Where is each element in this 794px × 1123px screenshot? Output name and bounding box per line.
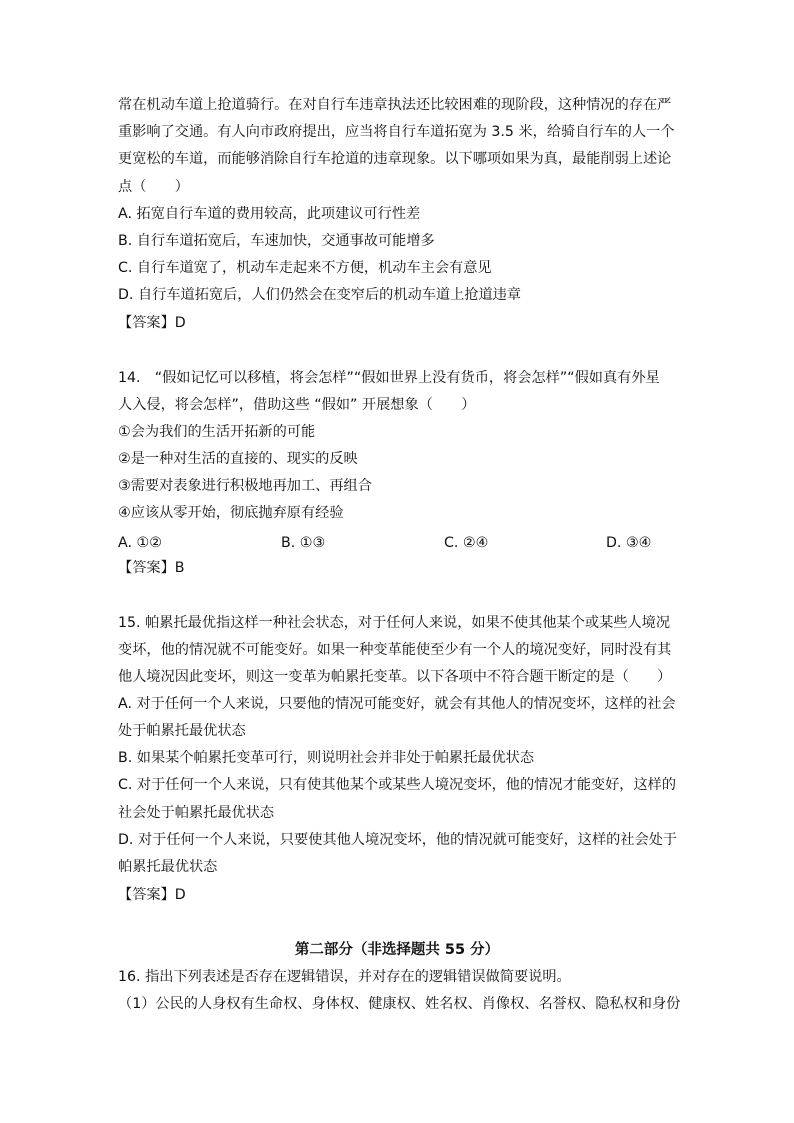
q16-line-2: （1）公民的人身权有生命权、身体权、健康权、姓名权、肖像权、名誉权、隐私权和身份 xyxy=(118,996,681,1012)
q14-item-2: ②是一种对生活的直接的、现实的反映 xyxy=(118,451,358,467)
q13-option-c: C. 自行车道宽了，机动车走起来不方便，机动车主会有意见 xyxy=(118,260,492,276)
q13-line-2: 重影响了交通。有人向市政府提出，应当将自行车道拓宽为 3.5 米，给骑自行车的人一个 xyxy=(118,124,675,140)
section-heading: 第二部分（非选择题共 55 分） xyxy=(294,942,500,958)
q14-option-a: A. ①② xyxy=(118,535,162,551)
q14-line-2: 人入侵，将会怎样”，借助这些 “假如” 开展想象（ ） xyxy=(118,397,476,413)
q15-option-a-line-2: 处于帕累托最优状态 xyxy=(118,723,246,739)
q15-answer: 【答案】D xyxy=(118,887,186,903)
q14-option-d: D. ③④ xyxy=(606,535,652,551)
q13-option-a: A. 拓宽自行车道的费用较高，此项建议可行性差 xyxy=(118,206,421,222)
q14-option-c: C. ②④ xyxy=(444,535,489,551)
q15-option-d-line-2: 帕累托最优状态 xyxy=(118,859,218,875)
q14-item-4: ④应该从零开始，彻底抛弃原有经验 xyxy=(118,505,344,521)
q14-option-b: B. ①③ xyxy=(281,535,326,551)
q15-line-1: 15. 帕累托最优指这样一种社会状态，对于任何人来说，如果不使其他某个或某些人境况 xyxy=(118,615,671,631)
q15-option-b: B. 如果某个帕累托变革可行，则说明社会并非处于帕累托最优状态 xyxy=(118,750,535,766)
q14-item-1: ①会为我们的生活开拓新的可能 xyxy=(118,424,316,440)
q15-line-2: 变坏，他的情况就不可能变好。如果一种变革能使至少有一个人的境况变好，同时没有其 xyxy=(118,642,672,658)
q14-item-3: ③需要对表象进行积极地再加工、再组合 xyxy=(118,478,372,494)
q14-line-1: 14. “假如记忆可以移植，将会怎样”“假如世界上没有货币，将会怎样”“假如真有外星 xyxy=(118,370,660,386)
q15-option-c-line-1: C. 对于任何一个人来说，只有使其他某个或某些人境况变坏，他的情况才能变好，这样的 xyxy=(118,777,677,793)
q15-line-3: 他人境况因此变坏，则这一变革为帕累托变革。以下各项中不符合题干断定的是（ ） xyxy=(118,669,672,685)
q13-option-d: D. 自行车道拓宽后，人们仍然会在变窄后的机动车道上抢道违章 xyxy=(118,287,522,303)
q13-line-3: 更宽松的车道，而能够消除自行车抢道的违章现象。以下哪项如果为真，最能削弱上述论 xyxy=(118,151,672,167)
q16-line-1: 16. 指出下列表述是否存在逻辑错误，并对存在的逻辑错误做简要说明。 xyxy=(118,969,571,985)
q14-options-row xyxy=(118,533,678,553)
q14-answer: 【答案】B xyxy=(118,560,185,576)
q15-option-d-line-1: D. 对于任何一个人来说，只要使其他人境况变坏，他的情况就可能变好，这样的社会处于 xyxy=(118,832,678,848)
q13-line-4: 点（ ） xyxy=(118,179,189,195)
q15-option-c-line-2: 社会处于帕累托最优状态 xyxy=(118,805,275,821)
q13-answer: 【答案】D xyxy=(118,315,186,331)
q15-option-a-line-1: A. 对于任何一个人来说，只要他的情况可能变好，就会有其他人的情况变坏，这样的社会 xyxy=(118,696,676,712)
q13-line-1: 常在机动车道上抢道骑行。在对自行车违章执法还比较困难的现阶段，这种情况的存在严 xyxy=(118,97,672,113)
q13-option-b: B. 自行车道拓宽后，车速加快，交通事故可能增多 xyxy=(118,233,435,249)
